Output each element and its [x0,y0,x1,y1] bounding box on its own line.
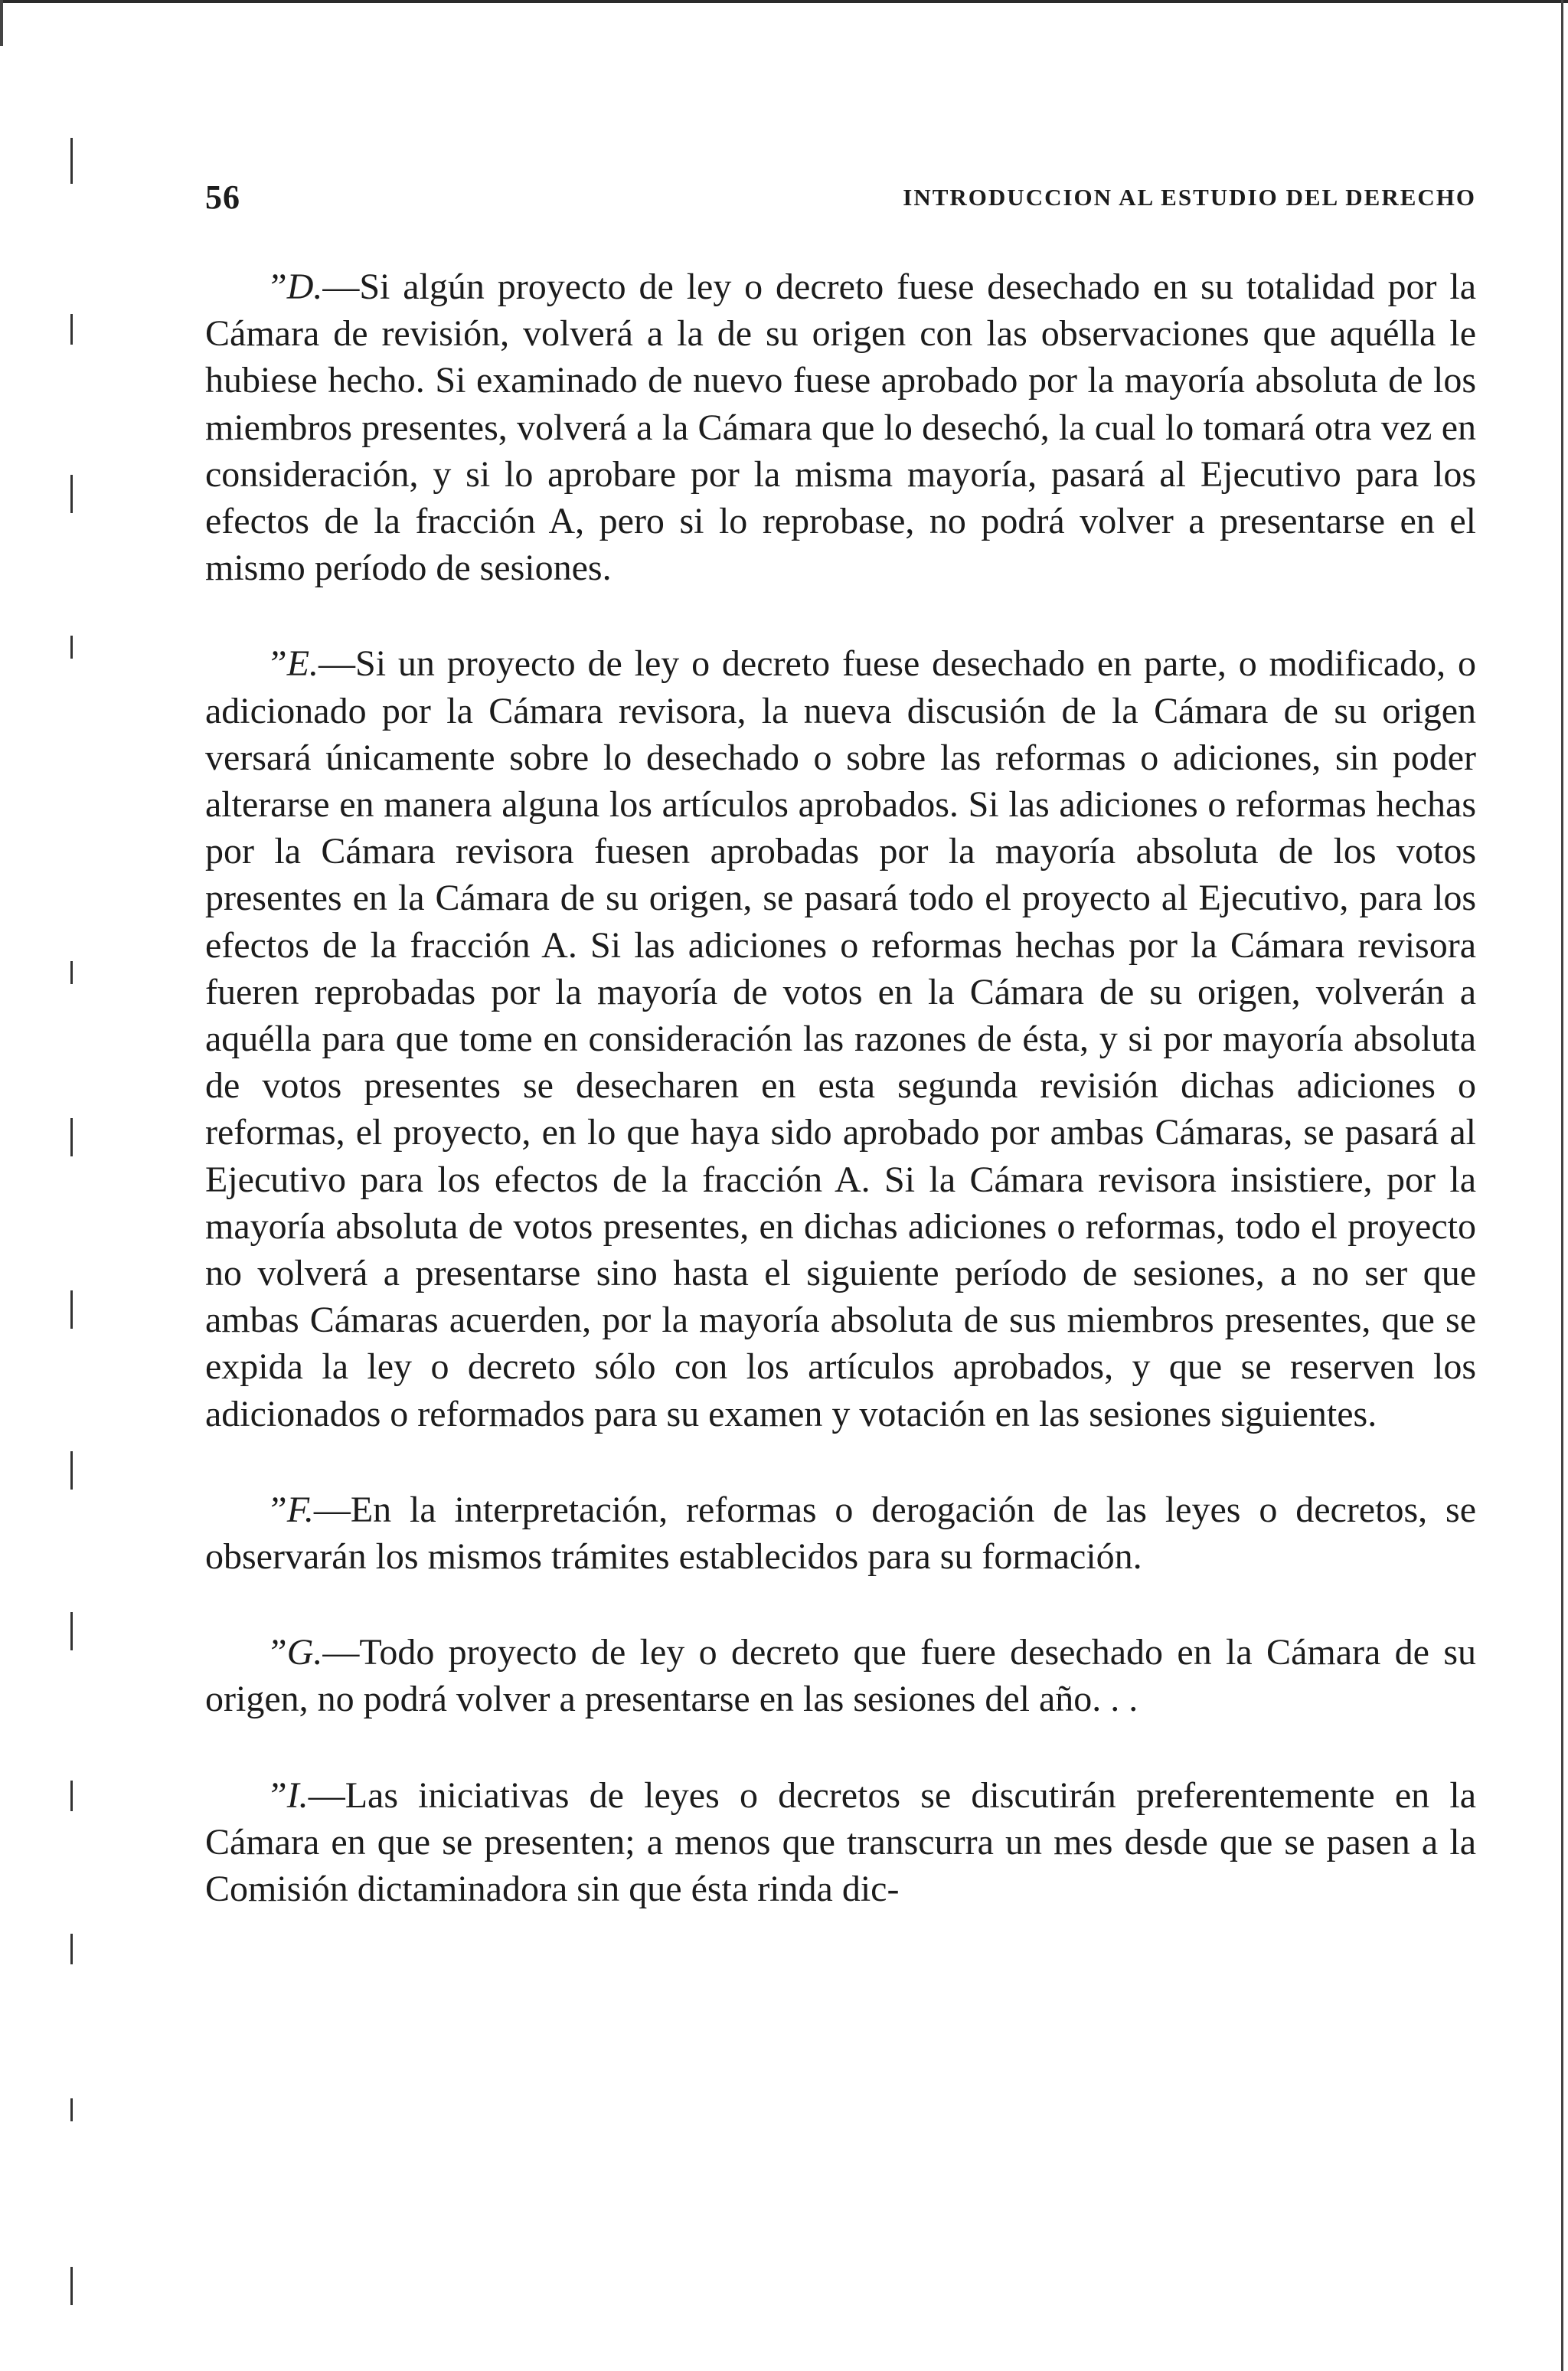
paragraph-text: —Si algún proyecto de ley o decreto fuese desechado en su totalidad por la Cámara de revisión, volverá a la de su origen con las observaciones que aquélla le hubiese hecho. Si examinado de nuevo fuese aprobado por la mayoría absoluta de los miembros presentes, volverá a la Cámara que lo desechó, la cual lo tomará otra vez en consideración, y si lo aprobare por la misma mayoría, pasará al Ejecutivo para los efectos de la fracción A, pero si lo reprobase, no podrá volver a presentarse en el mismo período de sesiones. [205,267,1476,589]
paragraph-label: ”F. [266,1489,314,1530]
scan-margin-mark [70,1451,73,1490]
paragraph-text: —En la interpretación, reformas o derogación de las leyes o decretos, se observarán los mismos trámites establecidos para su formación. [205,1489,1476,1578]
paragraph-label: ”D. [266,267,323,307]
scan-margin-mark [70,138,73,184]
scan-margin-mark [70,961,73,984]
body-text [205,263,1476,1912]
paragraph-text: —Las iniciativas de leyes o decretos se discutirán preferentemente en la Cámara en que se presenten; a menos que transcurra un mes desde que se pasen a la Comisión dictaminadora sin que ésta rinda dic- [205,1774,1476,1910]
paragraph-label: ”E. [266,643,319,685]
paragraph-i [205,1772,1476,1913]
page-number: 56 [205,178,240,216]
paragraph-d [205,263,1476,591]
scan-margin-mark [70,475,73,513]
scan-margin-mark [70,314,73,345]
scan-margin-mark [70,2098,73,2121]
running-head: INTRODUCCION AL ESTUDIO DEL DERECHO [903,184,1476,211]
scan-margin-mark [70,1612,73,1650]
paragraph-label: ”I. [266,1774,309,1816]
scan-margin-mark [70,636,73,659]
scan-margin-mark [70,1781,73,1811]
scan-edge-right [1561,0,1563,2371]
paragraph-g [205,1629,1476,1722]
paragraph-f [205,1486,1476,1580]
paragraph-label: ”G. [266,1632,323,1673]
scan-edge-left [0,0,3,46]
scan-margin-mark [70,2267,73,2305]
scan-margin-mark [70,1118,73,1156]
scan-margin-mark [70,1290,73,1329]
paragraph-e [205,640,1476,1437]
page-header [205,178,1476,217]
paragraph-text: —Todo proyecto de ley o decreto que fuere desechado en la Cámara de su origen, no podrá volver a presentarse en las sesiones del año. . . [205,1632,1476,1720]
scan-edge-top [0,0,1568,3]
scan-margin-mark [70,1934,73,1964]
paragraph-text: —Si un proyecto de ley o decreto fuese desechado en parte, o modificado, o adicionado por la Cámara revisora, la nueva discusión de la Cámara de su origen versará únicamente sobre lo desechado o sobre las reformas o adiciones, sin poder alterarse en manera alguna los artículos aprobados. Si las adiciones o reformas hechas por la Cámara revisora fuesen aprobadas por la mayoría absoluta de los votos presentes en la Cámara de su origen, se pasará todo el proyecto al Ejecutivo, para los efectos de la fracción A. Si las adiciones o reformas hechas por la Cámara revisora fueren reprobadas por la mayoría de votos en la Cámara de su origen, volverán a aquélla para que tome en consideración las razones de ésta, y si por mayoría absoluta de votos presentes se desecharen en esta segunda revisión dichas adiciones o reformas, el proyecto, en lo que haya sido aprobado por ambas Cámaras, se pasará al Ejecutivo para los efectos de la fracción A. Si la Cámara revisora insistiere, por la mayoría absoluta de votos presentes, en dichas adiciones o reformas, todo el proyecto no volverá a presentarse sino hasta el siguiente período de sesiones, a no ser que ambas Cámaras acuerden, por la mayoría absoluta de sus miembros presentes, que se expida la ley o decreto sólo con los artículos aprobados, y que se reserven los adicionados o reformados para su examen y votación en las sesiones siguientes. [205,643,1476,1434]
